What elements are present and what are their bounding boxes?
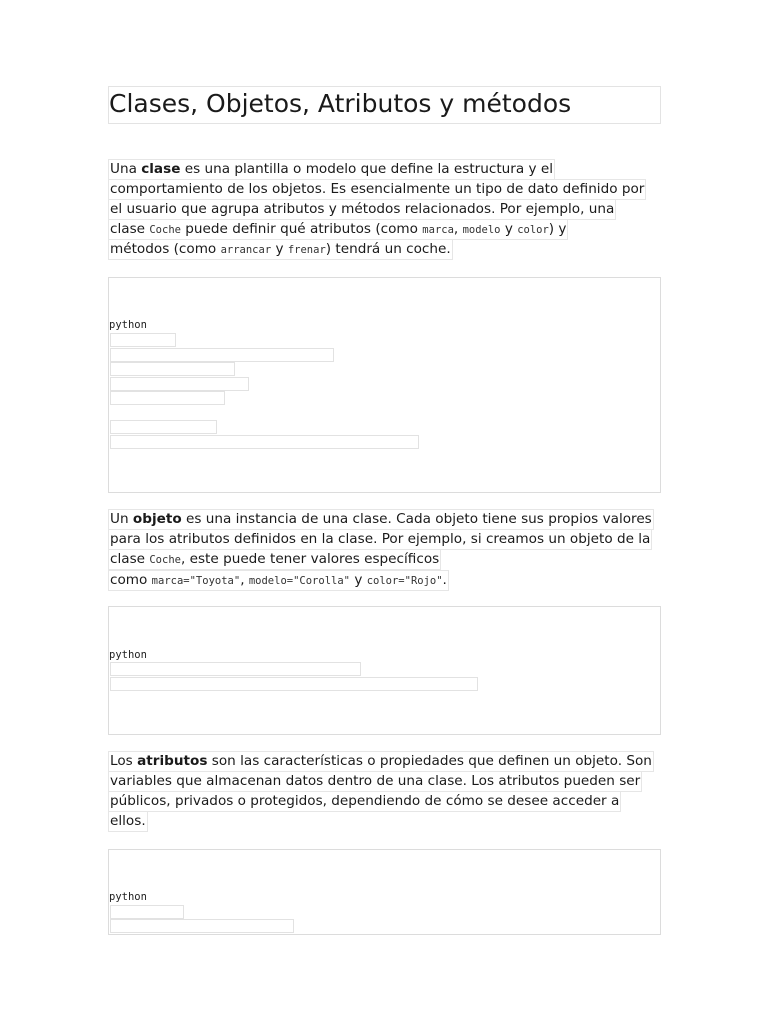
code-language-label: python [109, 649, 147, 661]
text: públicos, privados o protegidos, dependiendo de cómo se desee acceder a [110, 793, 620, 809]
bold-term-clase: clase [141, 161, 181, 177]
text: , [240, 572, 249, 588]
code-language-label: python [109, 891, 147, 903]
code-line-placeholder [110, 362, 235, 376]
text: Un [110, 511, 133, 527]
text: Una [110, 161, 142, 177]
text: es una instancia de una clase. Cada objeto tiene sus propios valores [181, 511, 652, 527]
text: puede definir qué atributos (como [180, 221, 423, 237]
text: ellos. [110, 813, 146, 829]
text-line [109, 792, 620, 811]
text: y [271, 241, 288, 257]
text: , [453, 221, 463, 237]
inline-code: color [517, 224, 549, 236]
code-language-label: python [109, 319, 147, 331]
text-line [109, 510, 653, 529]
page-title: Clases, Objetos, Atributos y métodos [109, 89, 572, 118]
code-line-placeholder [110, 677, 478, 691]
code-line-placeholder [110, 333, 176, 347]
text-line [109, 772, 641, 791]
inline-code: color="Rojo" [366, 575, 443, 587]
text: es una plantilla o modelo que define la estructura y el [180, 161, 554, 177]
text: clase [110, 221, 150, 237]
text: como [110, 572, 152, 588]
text: Los [110, 753, 138, 769]
text: para los atributos definidos en la clase. Por ejemplo, si creamos un objeto de la [110, 531, 651, 547]
code-line-placeholder [110, 435, 419, 449]
code-line-placeholder [110, 919, 294, 933]
text-line [109, 550, 440, 569]
code-line-placeholder [110, 377, 249, 391]
text: y [350, 572, 367, 588]
bold-term-atributos: atributos [137, 753, 208, 769]
text-line [109, 200, 615, 219]
text: son las características o propiedades que definen un objeto. Son [207, 753, 652, 769]
text: ) y [548, 221, 567, 237]
code-line-placeholder [110, 905, 184, 919]
inline-code: Coche [149, 554, 181, 566]
code-line-placeholder [110, 348, 334, 362]
text: el usuario que agrupa atributos y métodos relacionados. Por ejemplo, una [110, 201, 615, 217]
text: clase [110, 551, 150, 567]
text-line [109, 220, 567, 239]
inline-code: modelo="Corolla" [248, 575, 350, 587]
text-line [109, 530, 651, 549]
text-line [109, 812, 147, 831]
code-line-placeholder [110, 420, 217, 434]
inline-code: Coche [149, 224, 181, 236]
code-line-placeholder [110, 391, 225, 405]
code-line-placeholder [110, 662, 361, 676]
inline-code: arrancar [220, 244, 272, 256]
text-line [109, 240, 452, 259]
text-line [109, 752, 653, 771]
inline-code: frenar [287, 244, 326, 256]
text-line [109, 160, 554, 179]
inline-code: modelo [462, 224, 501, 236]
text-line [109, 180, 645, 199]
text: comportamiento de los objetos. Es esencialmente un tipo de dato definido por [110, 181, 645, 197]
inline-code: marca [422, 224, 454, 236]
text: variables que almacenan datos dentro de una clase. Los atributos pueden ser [110, 773, 641, 789]
text: y [500, 221, 518, 237]
text: . [442, 572, 447, 588]
text: métodos (como [110, 241, 221, 257]
inline-code: marca="Toyota" [151, 575, 241, 587]
text: ) tendrá un coche. [325, 241, 451, 257]
bold-term-objeto: objeto [132, 511, 182, 527]
text: , este puede tener valores específicos [180, 551, 440, 567]
text-line [109, 571, 448, 590]
